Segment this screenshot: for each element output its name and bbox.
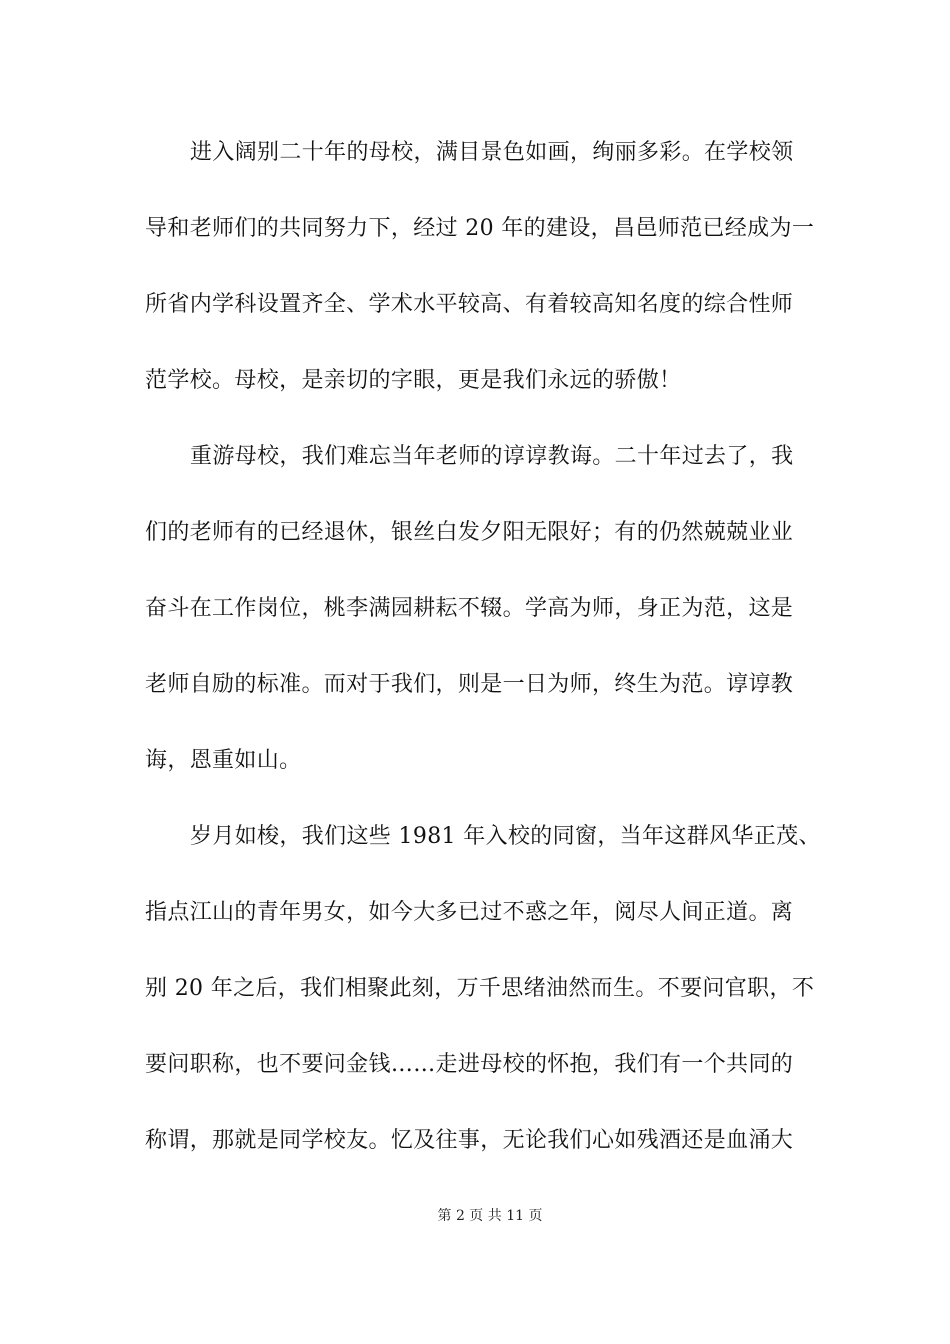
paragraph-2-line-5: 诲，恩重如山。 <box>145 748 302 773</box>
paragraph-1-line-4: 范学校。母校，是亲切的字眼，更是我们永远的骄傲！ <box>145 368 682 393</box>
paragraph-3-line-5: 称谓，那就是同学校友。忆及往事，无论我们心如残酒还是血涌大 <box>145 1128 794 1153</box>
paragraph-2-line-1: 重游母校，我们难忘当年老师的谆谆教诲。二十年过去了，我 <box>190 444 794 469</box>
paragraph-2-line-3: 奋斗在工作岗位，桃李满园耕耘不辍。学高为师，身正为范，这是 <box>145 596 794 621</box>
page-footer <box>0 1206 950 1226</box>
paragraph-3-line-1: 岁月如梭，我们这些 1981 年入校的同窗，当年这群风华正茂、 <box>190 824 821 849</box>
paragraph-3-line-3: 别 20 年之后，我们相聚此刻，万千思绪油然而生。不要问官职，不 <box>145 976 815 1001</box>
paragraph-1-line-3: 所省内学科设置齐全、学术水平较高、有着较高知名度的综合性师 <box>145 292 794 317</box>
paragraph-1-line-1: 进入阔别二十年的母校，满目景色如画，绚丽多彩。在学校领 <box>190 140 794 165</box>
page-number-label: 第 2 页 共 11 页 <box>437 1208 543 1224</box>
paragraph-3-line-2: 指点江山的青年男女，如今大多已过不惑之年，阅尽人间正道。离 <box>145 900 794 925</box>
paragraph-2-line-2: 们的老师有的已经退休，银丝白发夕阳无限好；有的仍然兢兢业业 <box>145 520 794 545</box>
paragraph-2-line-4: 老师自励的标准。而对于我们，则是一日为师，终生为范。谆谆教 <box>145 672 794 697</box>
paragraph-1-line-2: 导和老师们的共同努力下，经过 20 年的建设，昌邑师范已经成为一 <box>145 216 815 241</box>
paragraph-3-line-4: 要问职称，也不要问金钱……走进母校的怀抱，我们有一个共同的 <box>145 1052 794 1077</box>
